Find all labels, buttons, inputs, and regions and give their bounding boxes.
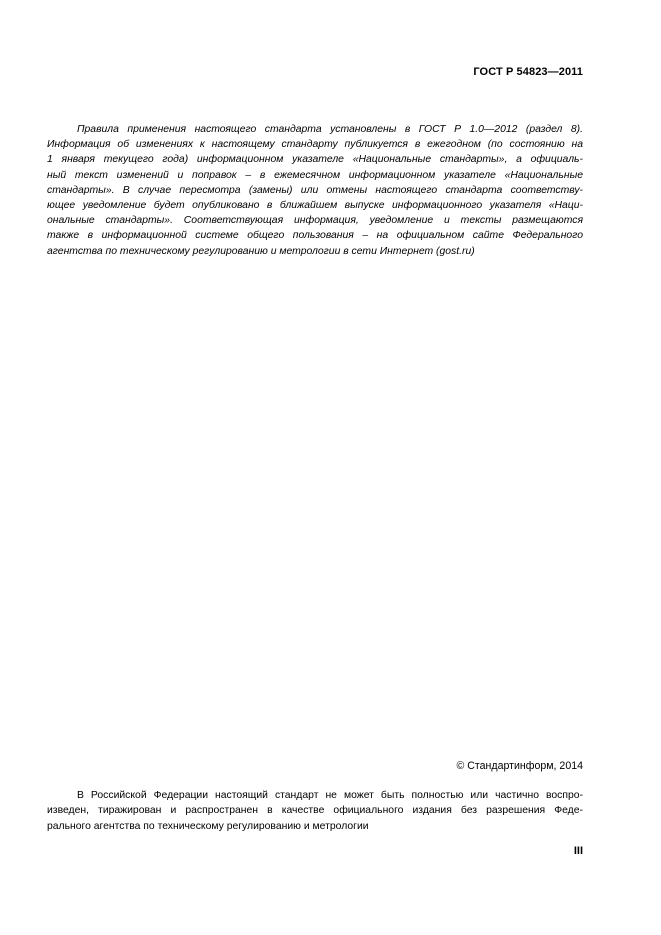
notice-line: Правила применения настоящего стандарта установлены в ГОСТ Р 1.0—2012 (раздел 8). xyxy=(77,124,583,135)
application-notice xyxy=(47,122,583,259)
notice-line: ющее уведомление будет опубликовано в ближайшем выпуске информационного указателя «Наци- xyxy=(47,200,583,212)
reproduction-rights-notice xyxy=(47,788,583,834)
notice-line: стандарты». В случае пересмотра (замены) или отмены настоящего стандарта соответству- xyxy=(47,184,583,196)
notice-line: ональные стандарты». Соответствующая информация, уведомление и тексты размещаются xyxy=(47,215,583,227)
notice-line: также в информационной системе общего пользования – на официальном сайте Федерального xyxy=(47,230,583,242)
notice-line: агентства по техническому регулированию и метрологии в сети Интернет (gost.ru) xyxy=(47,245,475,257)
notice-line: ный текст изменений и поправок – в ежемесячном информационном указателе «Национальные xyxy=(47,169,583,181)
rights-line: В Российской Федерации настоящий стандарт не может быть полностью или частично воспро- xyxy=(77,790,583,801)
standard-number-header: ГОСТ Р 54823—2011 xyxy=(473,66,583,78)
notice-line: Информация об изменениях к настоящему стандарту публикуется в ежегодном (по состоянию на xyxy=(47,139,583,151)
rights-line: рального агентства по техническому регулированию и метрологии xyxy=(47,820,369,832)
copyright-notice: © Стандартинформ, 2014 xyxy=(456,760,583,772)
rights-line: изведен, тиражирован и распространен в качестве официального издания без разрешения Феде- xyxy=(47,805,583,817)
page-number: III xyxy=(573,845,583,857)
notice-line: 1 января текущего года) информационном указателе «Национальные стандарты», а официаль- xyxy=(47,154,583,166)
